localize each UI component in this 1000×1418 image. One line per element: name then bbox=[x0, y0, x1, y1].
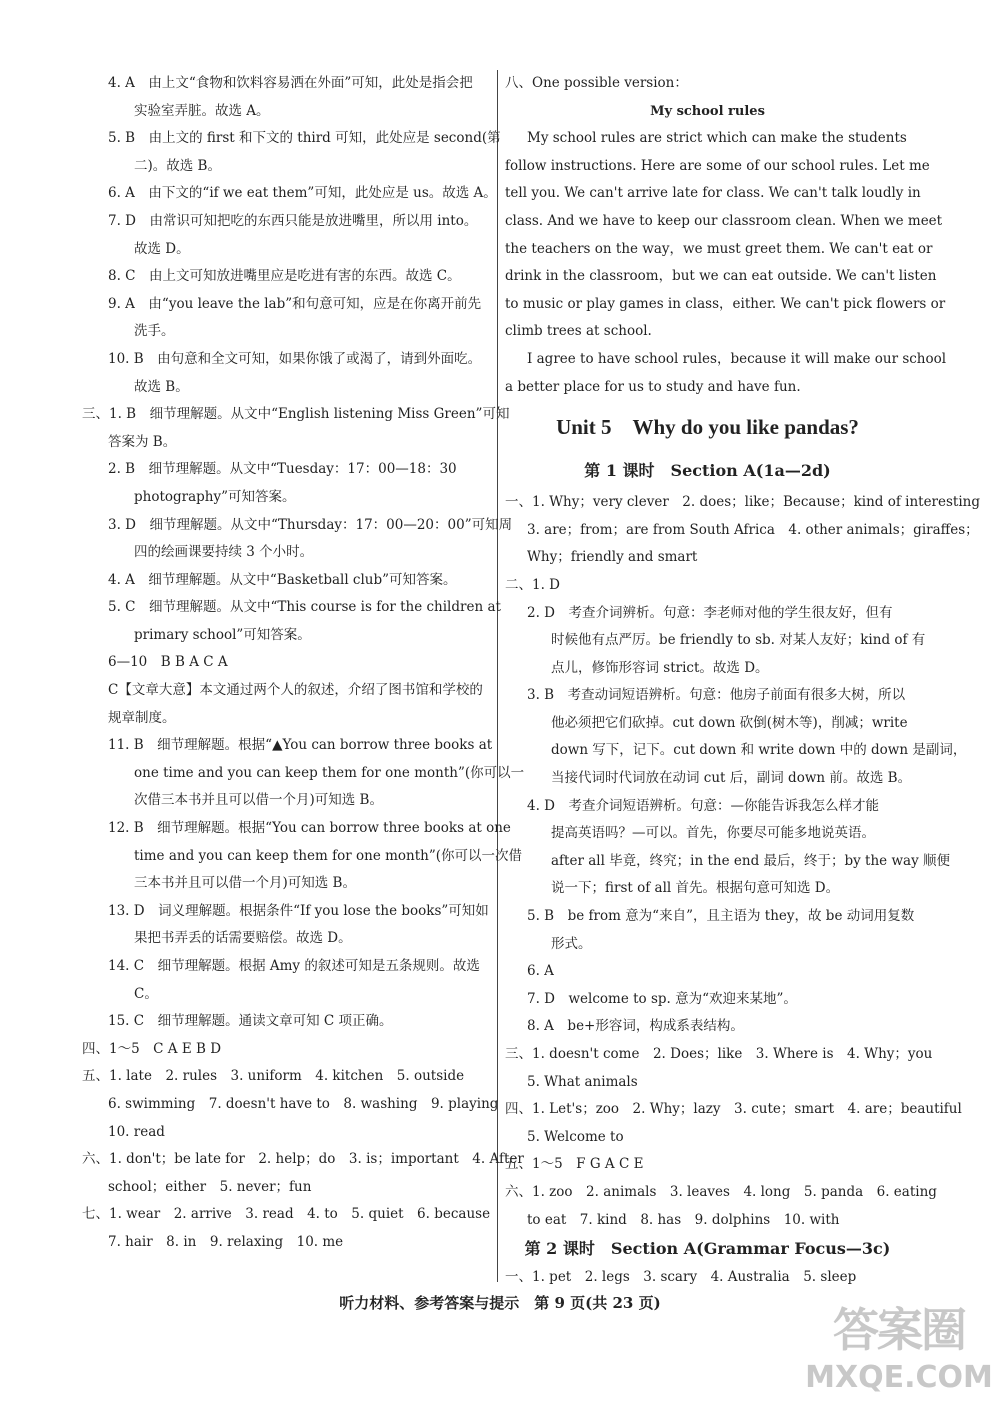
essay-heading: 八、One possible version： bbox=[505, 75, 688, 91]
answer-line: 7. hair 8. in 9. relaxing 10. me bbox=[108, 1233, 344, 1250]
answer-line: 6. swimming 7. doesn't have to 8. washing 9. playing bbox=[108, 1095, 499, 1112]
answer-line: tell you. We can't arrive late for class. We can't talk loudly in bbox=[505, 185, 921, 202]
answer-line: 5. B 由上文的 first 和下文的 third 可知，此处应是 second(第 bbox=[108, 130, 501, 147]
answer-line: 三、1. doesn't come 2. Does；like 3. Where is 4. Why；you bbox=[505, 1046, 933, 1062]
answer-line: 洗手。 bbox=[134, 323, 175, 340]
right-column bbox=[505, 70, 981, 1292]
answer-line: 三本书并且可以借一个月)可知选 B。 bbox=[134, 875, 356, 892]
answer-line: 6—10 B B A C A bbox=[108, 654, 228, 671]
watermark-url: MXQE.COM bbox=[805, 1360, 993, 1395]
answer-line: 10. read bbox=[108, 1123, 165, 1140]
answer-line: 6. A 由下文的“if we eat them”可知，此处应是 us。故选 A。 bbox=[108, 185, 497, 202]
answer-line: time and you can keep them for one month”(你可以一次借 bbox=[134, 847, 523, 864]
watermark bbox=[804, 1300, 994, 1410]
answer-line: 四、1. Let's；zoo 2. Why；lazy 3. cute；smart 4. are；beautiful bbox=[505, 1101, 962, 1118]
answer-line: a better place for us to study and have fun. bbox=[505, 378, 801, 395]
answer-line: 当接代词时代词放在动词 cut 后，副词 down 前。故选 B。 bbox=[551, 770, 912, 787]
answer-line: the teachers on the way，we must greet them. We can't eat or bbox=[505, 240, 933, 257]
answer-line: 二、1. D bbox=[505, 576, 560, 593]
answer-line: 五、1～5 F G A C E bbox=[505, 1156, 644, 1173]
answer-line: 果把书弄丢的话需要赔偿。故选 D。 bbox=[134, 930, 352, 947]
answer-line: 四的绘画课要持续 3 个小时。 bbox=[134, 544, 314, 561]
lesson-1-title: 第 1 课时 Section A(1a—2d) bbox=[584, 461, 831, 481]
left-column bbox=[82, 70, 525, 1257]
answer-line: drink in the classroom，but we can eat outside. We can't listen bbox=[505, 268, 937, 285]
answer-line: Why；friendly and smart bbox=[527, 549, 698, 566]
lesson-1-answers bbox=[505, 489, 981, 1234]
answer-line: 11. B 细节理解题。根据“▲You can borrow three books at bbox=[108, 737, 493, 754]
answer-line: 6. A bbox=[527, 963, 554, 980]
answer-line: My school rules are strict which can make the students bbox=[527, 130, 907, 147]
answer-line: 5. What animals bbox=[527, 1073, 638, 1090]
answer-line: to eat 7. kind 8. has 9. dolphins 10. with bbox=[527, 1211, 840, 1228]
answer-line: 形式。 bbox=[551, 935, 592, 952]
answer-line: 故选 D。 bbox=[134, 240, 190, 257]
answer-line: 15. C 细节理解题。通读文章可知 C 项正确。 bbox=[108, 1013, 393, 1030]
answer-line: primary school”可知答案。 bbox=[134, 626, 311, 643]
answer-line: class. And we have to keep our classroom clean. When we meet bbox=[505, 212, 943, 229]
answer-line: 说一下；first of all 首先。根据句意可知选 D。 bbox=[551, 880, 840, 897]
lesson-2-answers bbox=[505, 1264, 910, 1292]
answer-line: 六、1. zoo 2. animals 3. leaves 4. long 5. panda 6. eating bbox=[505, 1183, 937, 1200]
answer-line: 3. D 细节理解题。从文中“Thursday：17：00—20：00”可知周 bbox=[108, 516, 513, 533]
answer-line: 10. B 由句意和全文可知，如果你饿了或渴了，请到外面吃。 bbox=[108, 350, 482, 367]
answer-line: 答案为 B。 bbox=[108, 433, 177, 450]
answer-line: 3. are；from；are from South Africa 4. other animals；giraffes； bbox=[527, 521, 979, 538]
answer-line: 9. A 由“you leave the lab”和句意可知，应是在你离开前先 bbox=[108, 295, 482, 312]
answer-line: 2. B 细节理解题。从文中“Tuesday：17：00—18：30 bbox=[108, 461, 457, 478]
answer-line: 4. A 细节理解题。从文中“Basketball club”可知答案。 bbox=[108, 571, 457, 588]
answer-line: 5. Welcome to bbox=[527, 1128, 624, 1145]
answer-line: down 写下，记下。cut down 和 write down 中的 down 是副词， bbox=[551, 742, 967, 759]
answer-line: 8. A be+形容词，构成系表结构。 bbox=[527, 1018, 744, 1035]
answer-line: 12. B 细节理解题。根据“You can borrow three books at one bbox=[108, 820, 511, 837]
answer-line: 13. D 词义理解题。根据条件“If you lose the books”可知如 bbox=[108, 902, 489, 919]
answer-line: 7. D welcome to sp. 意为“欢迎来某地”。 bbox=[527, 990, 797, 1007]
answer-line: 提高英语吗？—可以。首先，你要尽可能多地说英语。 bbox=[551, 825, 875, 842]
answer-line: 4. A 由上文“食物和饮料容易洒在外面”可知，此处是指会把 bbox=[108, 75, 473, 91]
answer-line: 2. D 考查介词辨析。句意：李老师对他的学生很友好，但有 bbox=[527, 604, 893, 621]
answer-line: 14. C 细节理解题。根据 Amy 的叙述可知是五条规则。故选 bbox=[108, 958, 480, 974]
answer-line: 7. D 由常识可知把吃的东西只能是放进嘴里，所以用 into。 bbox=[108, 212, 478, 229]
answer-line: after all 毕竟，终究；in the end 最后，终于；by the way 顺便 bbox=[551, 852, 950, 869]
answer-line: 次借三本书并且可以借一个月)可知选 B。 bbox=[134, 792, 383, 809]
answer-line: 六、1. don't；be late for 2. help；do 3. is；important 4. After bbox=[82, 1151, 524, 1168]
answer-line: I agree to have school rules，because it will make our school bbox=[527, 350, 947, 367]
answer-line: 一、1. pet 2. legs 3. scary 4. Australia 5. sleep bbox=[505, 1269, 857, 1286]
answer-line: follow instructions. Here are some of our school rules. Let me bbox=[505, 157, 930, 174]
answer-line: 时候他有点严厉。be friendly to sb. 对某人友好；kind of 有 bbox=[551, 632, 926, 649]
answer-line: C。 bbox=[134, 985, 158, 1002]
answer-line: 点儿，修饰形容词 strict。故选 D。 bbox=[551, 659, 769, 676]
answer-line: 8. C 由上文可知放进嘴里应是吃进有害的东西。故选 C。 bbox=[108, 268, 461, 285]
answer-line: C【文章大意】本文通过两个人的叙述，介绍了图书馆和学校的 bbox=[108, 682, 483, 699]
answer-line: to music or play games in class，either. We can't pick flowers or bbox=[505, 295, 946, 312]
answer-line: photography”可知答案。 bbox=[134, 488, 296, 505]
answer-line: 故选 B。 bbox=[134, 378, 189, 395]
answer-line: school；either 5. never；fun bbox=[108, 1178, 312, 1195]
answer-line: 三、1. B 细节理解题。从文中“English listening Miss Green”可知 bbox=[82, 406, 510, 423]
essay-section bbox=[505, 70, 947, 401]
answer-line: 他必须把它们砍掉。cut down 砍倒(树木等)，削减；write bbox=[551, 714, 908, 731]
answer-line: 5. C 细节理解题。从文中“This course is for the children at bbox=[108, 599, 501, 616]
answer-line: 实验室弄脏。故选 A。 bbox=[134, 102, 270, 119]
answer-line: one time and you can keep them for one month”(你可以一 bbox=[134, 764, 525, 781]
answer-line: 四、1～5 C A E B D bbox=[82, 1040, 222, 1057]
answer-line: 规章制度。 bbox=[108, 709, 176, 726]
answer-line: 3. B 考查动词短语辨析。句意：他房子前面有很多大树，所以 bbox=[527, 687, 906, 704]
unit-title: Unit 5 Why do you like pandas? bbox=[556, 415, 859, 440]
answer-line: 二)。故选 B。 bbox=[134, 157, 221, 174]
watermark-logo: 答案圈 bbox=[833, 1303, 965, 1357]
answer-line: 一、1. Why；very clever 2. does；like；Because；kind of interesting bbox=[505, 494, 981, 511]
answer-line: 5. B be from 意为“来自”，且主语为 they，故 be 动词用复数 bbox=[527, 908, 915, 925]
lesson-2-title: 第 2 课时 Section A(Grammar Focus—3c) bbox=[524, 1239, 891, 1259]
answer-line: 4. D 考查介词短语辨析。句意：—你能告诉我怎么样才能 bbox=[527, 797, 879, 814]
essay-title: My school rules bbox=[650, 103, 765, 119]
answer-line: 七、1. wear 2. arrive 3. read 4. to 5. quiet 6. because bbox=[82, 1206, 491, 1223]
answer-line: 五、1. late 2. rules 3. uniform 4. kitchen 5. outside bbox=[82, 1068, 465, 1085]
answer-line: climb trees at school. bbox=[505, 323, 652, 340]
page-footer: 听力材料、参考答案与提示 第 9 页(共 23 页) bbox=[339, 1294, 661, 1312]
